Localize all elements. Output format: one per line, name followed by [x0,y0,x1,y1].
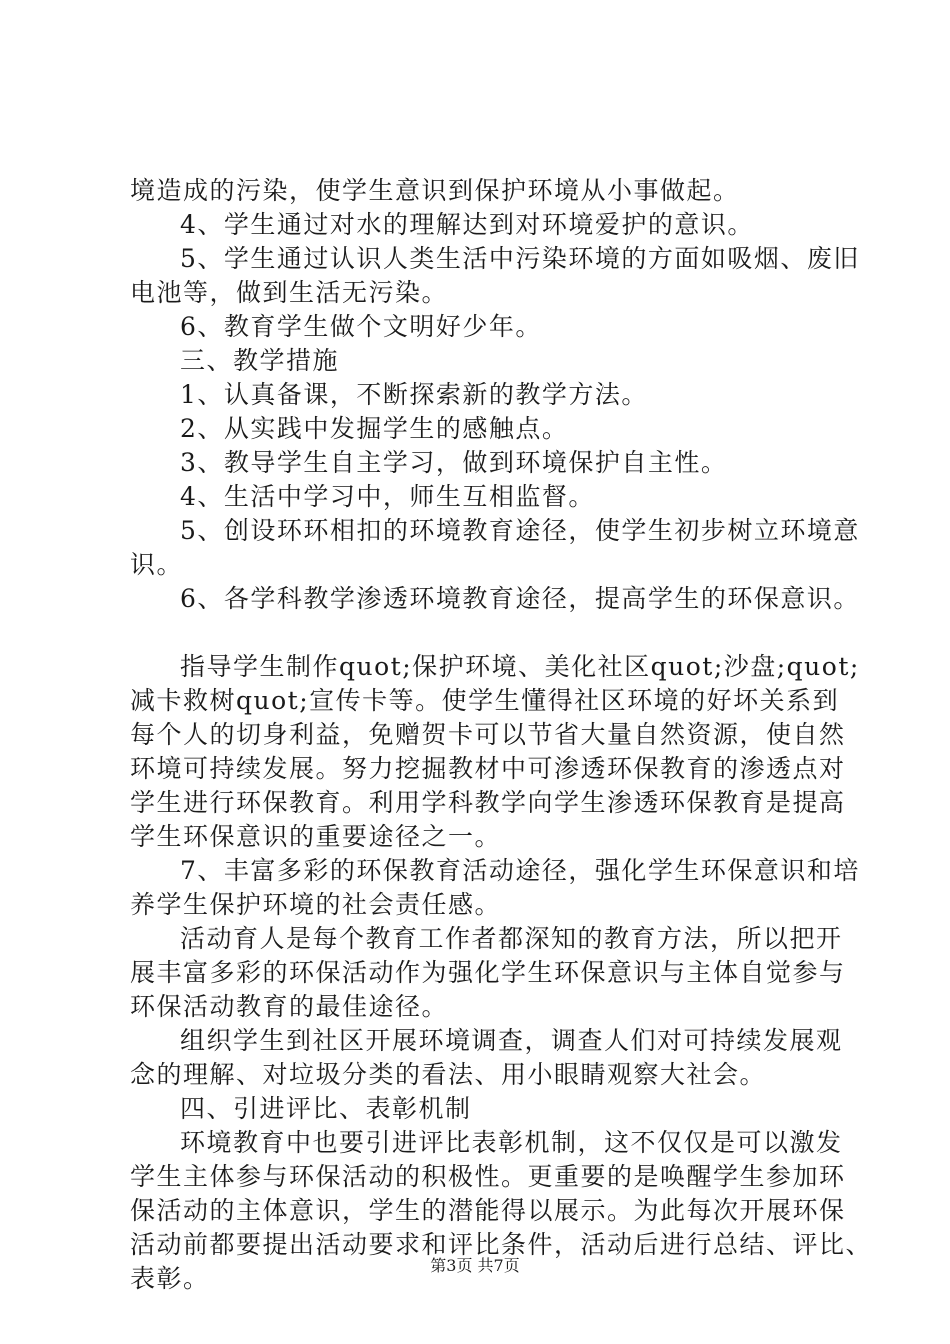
text-line: 6、各学科教学渗透环境教育途径，提高学生的环保意识。 [180,584,860,613]
text-line: 5、学生通过认识人类生活中污染环境的方面如吸烟、废旧 [180,244,860,273]
text-line: 5、创设环环相扣的环境教育途径，使学生初步树立环境意 [180,516,860,545]
text-line: 6、教育学生做个文明好少年。 [180,312,542,341]
text-line: 活动前都要提出活动要求和评比条件，活动后进行总结、评比、 [130,1230,873,1259]
text-line: 组织学生到社区开展环境调查，调查人们对可持续发展观 [180,1026,843,1055]
text-line: 养学生保护环境的社会责任感。 [130,890,502,919]
section-heading: 四、引进评比、表彰机制 [180,1094,472,1123]
text-line: 境造成的污染，使学生意识到保护环境从小事做起。 [130,176,740,205]
text-line: 学生环保意识的重要途径之一。 [130,822,502,851]
text-line: 活动育人是每个教育工作者都深知的教育方法，所以把开 [180,924,843,953]
text-line: 学生进行环保教育。利用学科教学向学生渗透环保教育是提高 [130,788,846,817]
text-line: 2、从实践中发掘学生的感触点。 [180,414,569,443]
text-line: 每个人的切身利益，免赠贺卡可以节省大量自然资源，使自然 [130,720,846,749]
text-line: 学生主体参与环保活动的积极性。更重要的是唤醒学生参加环 [130,1162,846,1191]
text-line: 表彰。 [130,1264,210,1293]
page-number-footer: 第3页 共7页 [430,1256,520,1275]
text-line: 4、生活中学习中，师生互相监督。 [180,482,595,511]
text-line: 环境教育中也要引进评比表彰机制，这不仅仅是可以激发 [180,1128,843,1157]
text-line: 环境可持续发展。努力挖掘教材中可渗透环保教育的渗透点对 [130,754,846,783]
text-line: 减卡救树quot;宣传卡等。使学生懂得社区环境的好坏关系到 [130,686,840,715]
text-line: 保活动的主体意识，学生的潜能得以展示。为此每次开展环保 [130,1196,846,1225]
section-heading: 三、教学措施 [180,346,340,375]
text-line: 3、教导学生自主学习，做到环境保护自主性。 [180,448,728,477]
text-line: 念的理解、对垃圾分类的看法、用小眼睛观察大社会。 [130,1060,767,1089]
text-line: 7、丰富多彩的环保教育活动途径，强化学生环保意识和培 [180,856,860,885]
text-line: 识。 [130,550,184,579]
text-line: 电池等，做到生活无污染。 [130,278,449,307]
text-line: 环保活动教育的最佳途径。 [130,992,449,1021]
text-line: 4、学生通过对水的理解达到对环境爱护的意识。 [180,210,754,239]
text-line: 展丰富多彩的环保活动作为强化学生环保意识与主体自觉参与 [130,958,846,987]
text-line: 指导学生制作quot;保护环境、美化社区quot;沙盘;quot; [180,652,860,681]
text-line: 1、认真备课，不断探索新的教学方法。 [180,380,648,409]
